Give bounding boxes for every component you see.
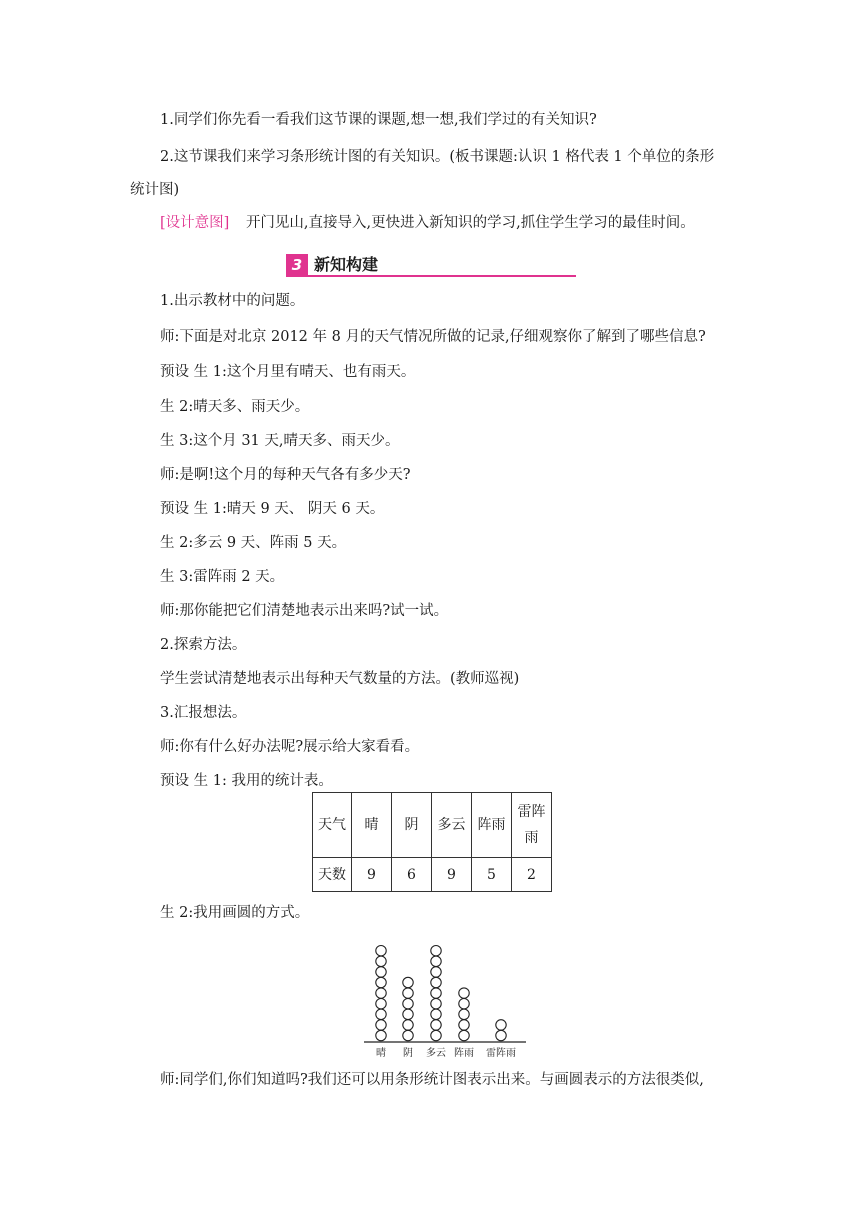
table-row-label: 天数: [313, 858, 352, 892]
tally-circle: [403, 1020, 413, 1030]
category-label: 晴: [376, 1048, 386, 1059]
section-underline: [286, 275, 576, 277]
tally-circle: [459, 1020, 469, 1030]
tally-circle: [459, 1009, 469, 1019]
body-line: 师:是啊!这个月的每种天气各有多少天?: [160, 467, 411, 483]
after-table-line: 生 2:我用画圆的方式。: [160, 905, 310, 921]
body-line: 师:那你能把它们清楚地表示出来吗?试一试。: [160, 603, 449, 619]
category-label: 雷阵雨: [486, 1048, 516, 1059]
tally-circle: [403, 999, 413, 1009]
body-line: 预设 生 1: 我用的统计表。: [160, 773, 333, 789]
table-header-cell: 阵雨: [472, 793, 512, 858]
body-line: 生 2:晴天多、雨天少。: [160, 399, 310, 415]
body-line: 生 3:这个月 31 天,晴天多、雨天少。: [160, 433, 400, 449]
category-label: 多云: [426, 1048, 446, 1059]
table-header-cell: 雷阵 雨: [512, 793, 552, 858]
tally-circle: [431, 1030, 441, 1040]
table-value-cell: 6: [392, 858, 432, 892]
design-intent-tag: [设计意图]: [160, 215, 230, 231]
intro-line-2b: 统计图): [130, 182, 180, 198]
table-header-cell: 多云: [432, 793, 472, 858]
table-header-cell: 阴: [392, 793, 432, 858]
body-line: 3.汇报想法。: [160, 705, 247, 721]
tally-circle: [376, 1009, 386, 1019]
closing-line: 师:同学们,你们知道吗?我们还可以用条形统计图表示出来。与画圆表示的方法很类似,: [160, 1072, 704, 1088]
section-header: [286, 254, 576, 276]
tally-circle: [376, 977, 386, 987]
table-header-cell: 晴: [352, 793, 392, 858]
body-line: 2.探索方法。: [160, 637, 247, 653]
tally-circle: [431, 946, 441, 956]
intro-line-1: 1.同学们你先看一看我们这节课的课题,想一想,我们学过的有关知识?: [160, 112, 597, 128]
body-line: 师:你有什么好办法呢?展示给大家看看。: [160, 739, 420, 755]
tally-circle: [496, 1020, 506, 1030]
body-line: 1.出示教材中的问题。: [160, 293, 305, 309]
tally-circle: [376, 967, 386, 977]
body-line: 生 3:雷阵雨 2 天。: [160, 569, 285, 585]
body-line: 师:下面是对北京 2012 年 8 月的天气情况所做的记录,仔细观察你了解到了哪些信息?: [160, 329, 706, 345]
circle-tally-chart: [360, 925, 530, 1065]
table-value-cell: 5: [472, 858, 512, 892]
body-line: 预设 生 1:晴天 9 天、 阴天 6 天。: [160, 501, 385, 517]
section-number-badge: 3: [286, 254, 308, 276]
design-intent-line: [160, 213, 695, 233]
tally-circle: [403, 988, 413, 998]
tally-circle: [376, 1020, 386, 1030]
weather-table: [312, 792, 552, 892]
category-label: 阵雨: [454, 1048, 474, 1059]
design-intent-text: 开门见山,直接导入,更快进入新知识的学习,抓住学生学习的最佳时间。: [245, 215, 695, 231]
tally-circle: [376, 946, 386, 956]
category-label: 阴: [403, 1048, 413, 1059]
body-line: 生 2:多云 9 天、阵雨 5 天。: [160, 535, 347, 551]
tally-circle: [376, 999, 386, 1009]
tally-circle: [403, 977, 413, 987]
tally-circle: [459, 1030, 469, 1040]
intro-line-2a: 2.这节课我们来学习条形统计图的有关知识。(板书课题:认识 1 格代表 1 个单位的条形: [160, 149, 715, 165]
tally-circle: [431, 977, 441, 987]
table-value-cell: 9: [432, 858, 472, 892]
tally-circle: [376, 956, 386, 966]
tally-circle: [431, 1009, 441, 1019]
tally-circle: [431, 999, 441, 1009]
table-value-cell: 2: [512, 858, 552, 892]
tally-circle: [431, 967, 441, 977]
tally-circle: [459, 999, 469, 1009]
tally-circle: [376, 988, 386, 998]
tally-circle: [431, 988, 441, 998]
tally-circle: [376, 1030, 386, 1040]
tally-circle: [459, 988, 469, 998]
tally-circle: [403, 1030, 413, 1040]
table-row-label: 天气: [313, 793, 352, 858]
body-line: 预设 生 1:这个月里有晴天、也有雨天。: [160, 364, 416, 380]
tally-circle: [431, 956, 441, 966]
section-title: 新知构建: [314, 255, 379, 274]
tally-circle: [431, 1020, 441, 1030]
body-line: 学生尝试清楚地表示出每种天气数量的方法。(教师巡视): [160, 671, 520, 687]
table-value-cell: 9: [352, 858, 392, 892]
tally-circle: [496, 1030, 506, 1040]
tally-circle: [403, 1009, 413, 1019]
